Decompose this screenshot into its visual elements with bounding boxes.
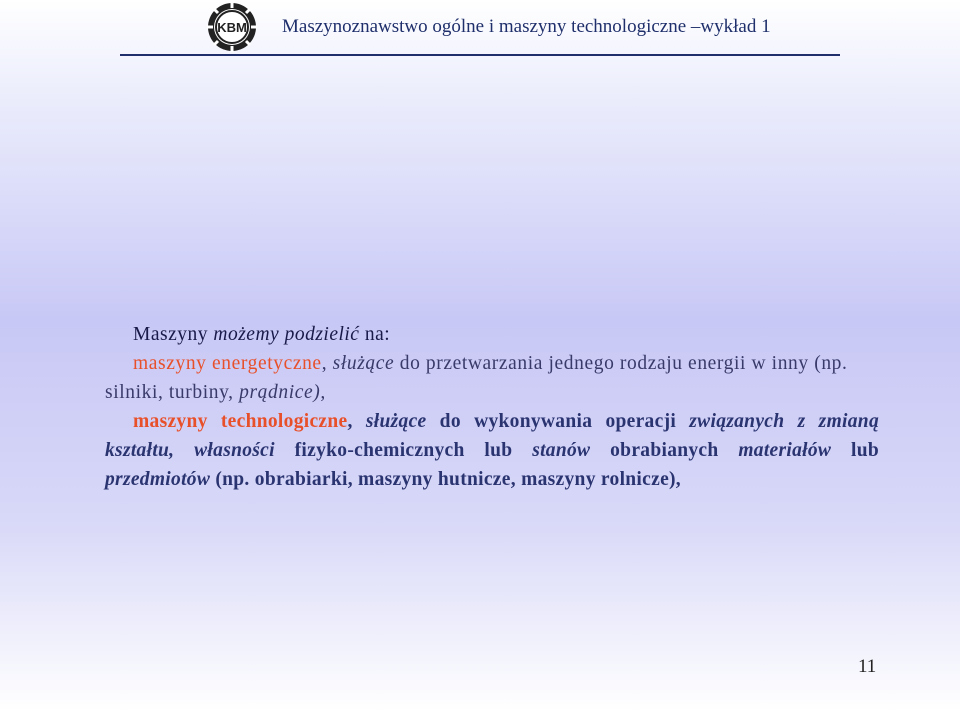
kbm-logo [207,2,257,52]
header-title: Maszynoznawstwo ogólne i maszyny technologiczne –wykład 1 [282,16,771,37]
item-technological-machines: maszyny technologiczne, służące do wykonywania operacji związanych z zmianą kształtu, własności fizyko-chemicznych lub stanów obrabianych materiałów lub przedmiotów (np. obrabiarki, maszyny hutnicze, maszyny rolnicze), [105,411,880,490]
item-lead: maszyny technologiczne [133,411,348,432]
slide-content [105,320,879,494]
logo-letters: KBM [217,20,247,35]
item-lead: maszyny energetyczne [133,353,322,374]
item-energy-machines: maszyny energetyczne, służące do przetwarzania jednego rodzaju energii w inny (np. silniki, turbiny, prądnice), [105,353,848,403]
intro-line: Maszyny możemy podzielić na: [133,324,391,345]
header-divider [120,54,840,56]
page-number: 11 [858,656,877,677]
